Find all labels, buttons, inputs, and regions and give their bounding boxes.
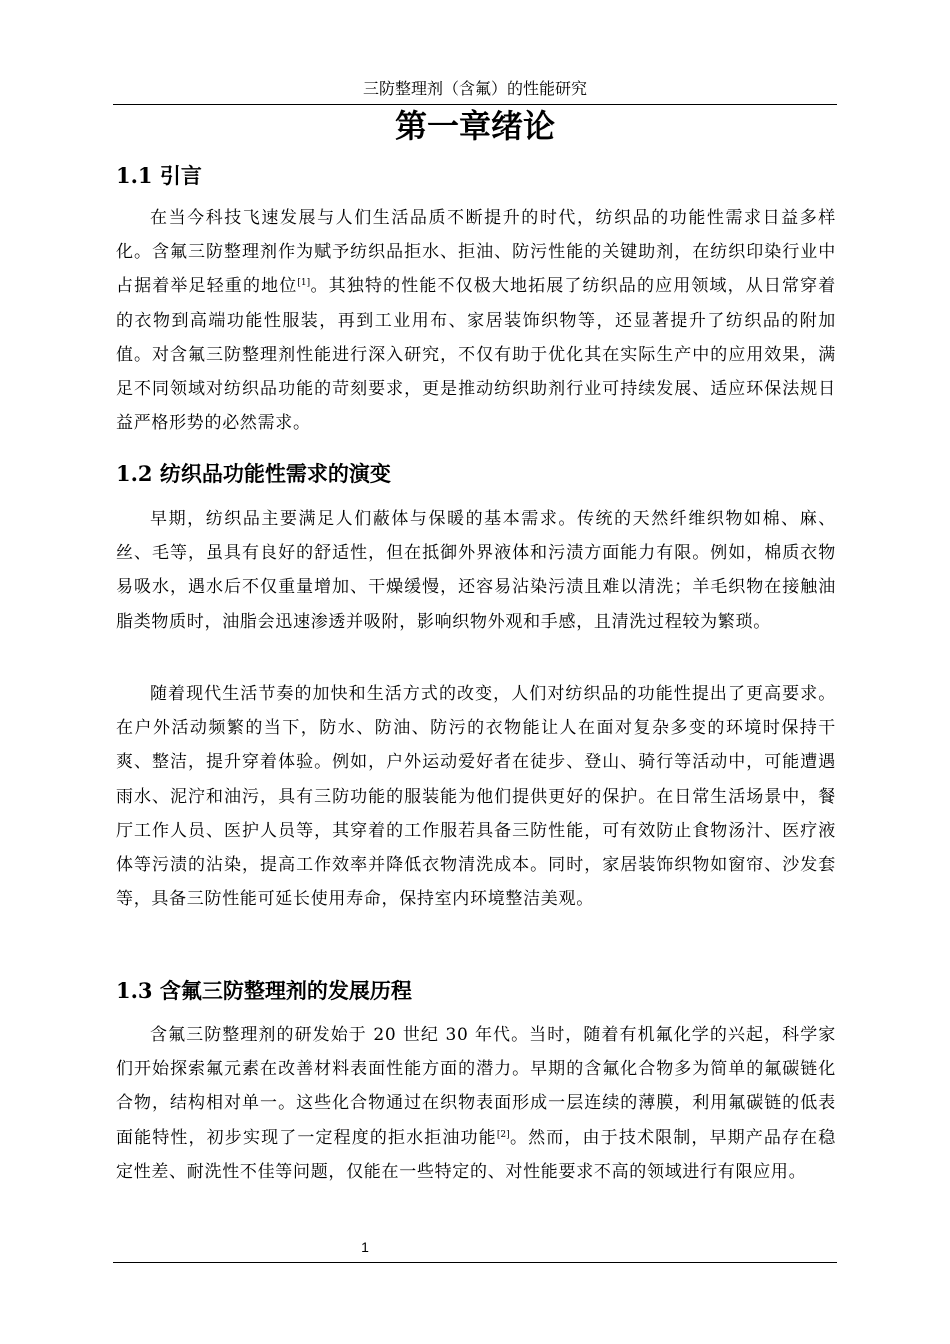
- paragraph-1-2-1: 早期，纺织品主要满足人们蔽体与保暖的基本需求。传统的天然纤维织物如棉、麻、丝、毛等，虽具有良好的舒适性，但在抵御外界液体和污渍方面能力有限。例如，棉质衣物易吸水，遇水后不仅重量增加、干燥缓慢，还容易沾染污渍且难以清洗；羊毛织物在接触油脂类物质时，油脂会迅速渗透并吸附，影响织物外观和手感，且清洗过程较为繁琐。: [116, 509, 836, 632]
- running-header: 三防整理剂（含氟）的性能研究: [362, 79, 587, 98]
- page-number: 1: [361, 1239, 369, 1255]
- footer-rule: [113, 1262, 837, 1263]
- paragraph-text: 在当今科技飞速发展与人们生活品质不断提升的时代，纺织品的功能性需求日益多样化。含氟三防整理剂作为赋予纺织品拒水、拒油、防污性能的关键助剂，在纺织印染行业中占据着举足轻重的地位: [116, 208, 836, 297]
- chapter-title: 第一章绪论: [394, 107, 555, 145]
- citation-2: [2]: [496, 1129, 510, 1140]
- section-heading-1-3: 1.3 含氟三防整理剂的发展历程: [116, 978, 412, 1003]
- paragraph-1-1-1: [116, 201, 836, 440]
- citation-1: [1]: [297, 278, 311, 289]
- paragraph-text: 。然而，由于技术限制，早期产品存在稳定性差、耐洗性不佳等问题，仅能在一些特定的、对性能要求不高的领域进行有限应用。: [116, 1127, 836, 1182]
- section-heading-1-1: 1.1 引言: [116, 163, 202, 188]
- section-heading-1-2: 1.2 纺织品功能性需求的演变: [116, 461, 391, 486]
- paragraph-1-2-2: 随着现代生活节奏的加快和生活方式的改变，人们对纺织品的功能性提出了更高要求。在户外活动频繁的当下，防水、防油、防污的衣物能让人在面对复杂多变的环境时保持干爽、整洁，提升穿着体验。例如，户外运动爱好者在徒步、登山、骑行等活动中，可能遭遇雨水、泥泞和油污，具有三防功能的服装能为他们提供更好的保护。在日常生活场景中，餐厅工作人员、医护人员等，其穿着的工作服若具备三防性能，可有效防止食物汤汁、医疗液体等污渍的沾染，提高工作效率并降低衣物清洗成本。同时，家居装饰织物如窗帘、沙发套等，具备三防性能可延长使用寿命，保持室内环境整洁美观。: [116, 684, 836, 910]
- paragraph-1-3-1: [116, 1018, 836, 1189]
- paragraph-text: 。其独特的性能不仅极大地拓展了纺织品的应用领域，从日常穿着的衣物到高端功能性服装，再到工业用布、家居装饰织物等，还显著提升了纺织品的附加值。对含氟三防整理剂性能进行深入研究，不仅有助于优化其在实际生产中的应用效果，满足不同领域对纺织品功能的苛刻要求，更是推动纺织助剂行业可持续发展、适应环保法规日益严格形势的必然需求。: [116, 276, 836, 434]
- paragraph-text: 含氟三防整理剂的研发始于 20 世纪 30 年代。当时，随着有机氟化学的兴起，科学家们开始探索氟元素在改善材料表面性能方面的潜力。早期的含氟化合物多为简单的氟碳链化合物，结构相对单一。这些化合物通过在织物表面形成一层连续的薄膜，利用氟碳链的低表面能特性，初步实现了一定程度的拒水拒油功能: [116, 1025, 836, 1148]
